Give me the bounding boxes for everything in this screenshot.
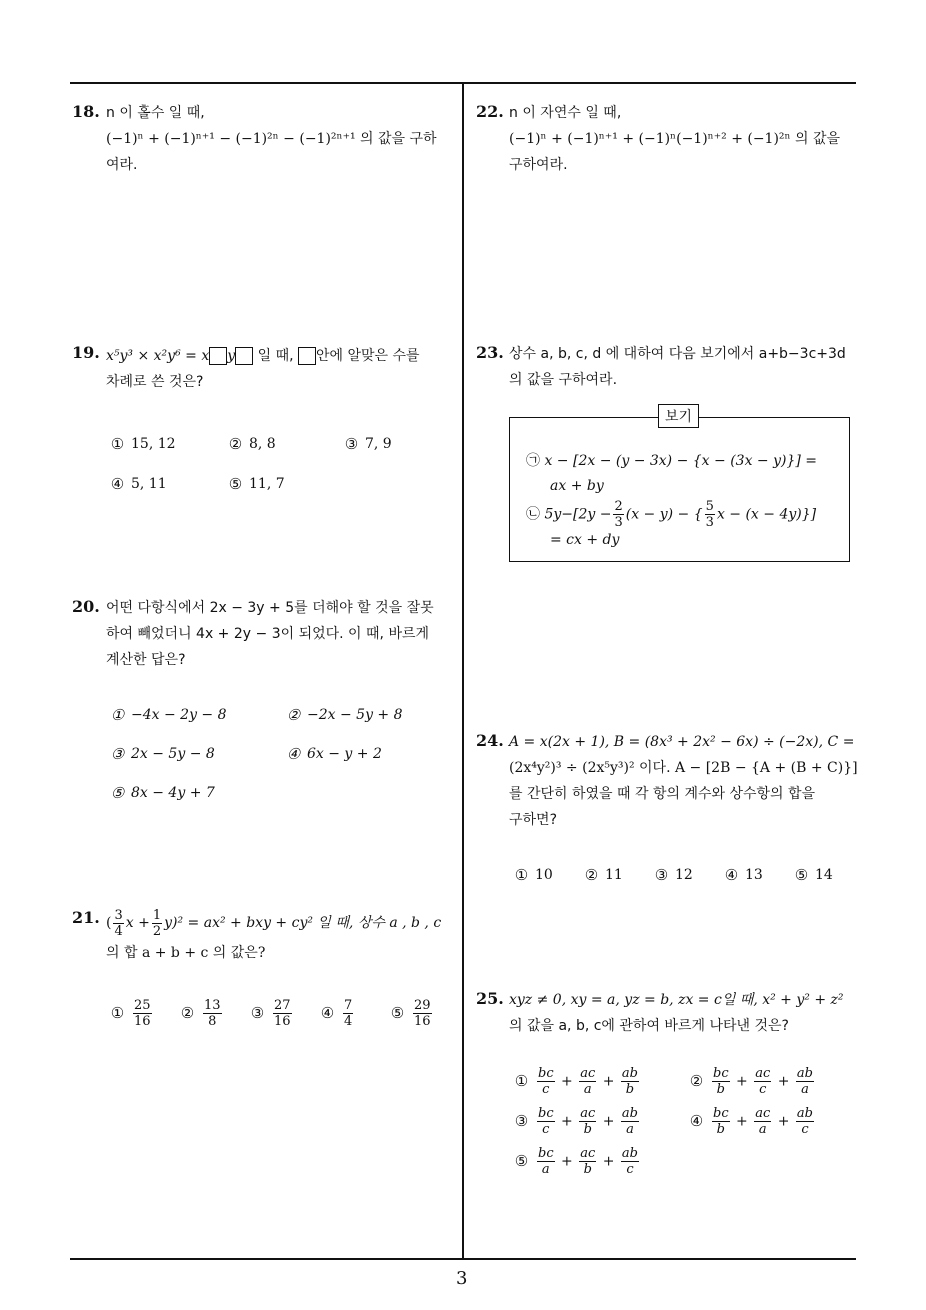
bogi-2-line-2: = cx + dy	[550, 532, 620, 548]
question-23-number: 23.	[476, 343, 504, 362]
option-fraction: $\frac{bc}{b}$	[713, 1106, 729, 1137]
option-mark: ⑤	[390, 1004, 405, 1022]
option-text: 2x − 5y − 8	[131, 746, 215, 762]
option-fraction: $\frac{ab}{a}$	[621, 1106, 638, 1137]
question-20-line-1: 어떤 다항식에서 2x − 3y + 5를 더해야 할 것을 잘못	[106, 600, 434, 616]
option-text: 15, 12	[131, 436, 176, 452]
fraction-1-2: $\frac{1}{2}$	[152, 907, 162, 939]
option-mark: ④	[286, 744, 301, 763]
q24-option-2[interactable]	[584, 867, 623, 883]
option-mark: ①	[110, 434, 125, 453]
question-22	[509, 100, 859, 178]
q21-option-3[interactable]	[250, 998, 294, 1029]
option-mark: ②	[286, 705, 301, 724]
option-mark: ②	[228, 434, 243, 453]
plus-sign: +	[731, 1113, 753, 1130]
question-22-line-3: 구하여라.	[509, 157, 568, 173]
question-22-line-1: n 이 자연수 일 때,	[509, 105, 622, 121]
question-18-number: 18.	[72, 102, 100, 121]
option-text: 11	[605, 867, 623, 883]
option-text: 13	[745, 867, 763, 883]
bogi-2-part-b: (x − y) − {	[625, 506, 703, 523]
bogi-item-1	[526, 449, 846, 499]
option-mark: ④	[689, 1112, 704, 1130]
question-21-number: 21.	[72, 908, 100, 927]
bogi-item-2	[526, 499, 846, 550]
option-mark: ①	[514, 865, 529, 884]
question-22-line-2: (−1)ⁿ + (−1)ⁿ⁺¹ + (−1)ⁿ(−1)ⁿ⁺² + (−1)²ⁿ 의 값을	[509, 131, 841, 147]
option-fraction: $\frac{bc}{c}$	[538, 1106, 554, 1137]
option-fraction: $\frac{ac}{a}$	[580, 1066, 596, 1097]
option-text: 5, 11	[131, 476, 167, 492]
question-19-math: x⁵y³ × x²y⁶ = x	[106, 348, 210, 364]
question-24-line-1: A = x(2x + 1), B = (8x³ + 2x² − 6x) ÷ (−2x), C =	[509, 734, 855, 750]
q24-option-3[interactable]	[654, 867, 693, 883]
option-mark: ③	[110, 744, 125, 763]
q19-option-1[interactable]	[110, 436, 176, 452]
q24-option-1[interactable]	[514, 867, 553, 883]
question-21	[106, 906, 458, 966]
page-number: 3	[456, 1268, 468, 1289]
question-21-math-1: x +	[125, 915, 150, 931]
option-mark: ①	[514, 1072, 529, 1090]
q20-option-1[interactable]	[110, 707, 227, 723]
q20-option-2[interactable]	[286, 707, 403, 723]
plus-sign: +	[598, 1073, 619, 1090]
option-mark: ④	[110, 474, 125, 493]
option-mark: ⑤	[110, 783, 125, 802]
plus-sign: +	[773, 1073, 794, 1090]
option-fraction: $\frac{ab}{a}$	[796, 1066, 813, 1097]
q20-option-3[interactable]	[110, 746, 215, 762]
option-mark: ⑤	[228, 474, 243, 493]
bogi-2-part-c: x − (x − 4y)}]	[716, 506, 817, 523]
question-20-number: 20.	[72, 597, 100, 616]
option-fraction: $\frac{ab}{b}$	[621, 1066, 638, 1097]
q19-option-5[interactable]	[228, 476, 285, 492]
question-24	[509, 729, 859, 833]
option-mark: ①	[110, 705, 125, 724]
question-19-number: 19.	[72, 343, 100, 362]
question-21-math-2: y)² = ax² + bxy + cy² 일 때, 상수 a , b , c	[164, 915, 442, 931]
q19-option-4[interactable]	[110, 476, 167, 492]
question-18	[106, 100, 458, 178]
question-25-line-1: xyz ≠ 0, xy = a, yz = b, zx = c일 때, x² + y² + z²	[509, 992, 844, 1008]
option-fraction: $\frac{bc}{c}$	[538, 1066, 554, 1097]
option-fraction: $\frac{ac}{c}$	[755, 1066, 771, 1097]
option-fraction: $\frac{ac}{b}$	[580, 1146, 596, 1177]
option-fraction: $\frac{bc}{b}$	[713, 1066, 729, 1097]
blank-box-1	[209, 347, 227, 365]
paren: (	[106, 915, 112, 931]
question-18-line-1: n 이 홀수 일 때,	[106, 105, 205, 121]
option-mark: ⑤	[794, 865, 809, 884]
column-divider	[462, 82, 464, 1259]
plus-sign: +	[556, 1113, 578, 1130]
option-text: 12	[675, 867, 693, 883]
option-mark: ②	[689, 1072, 704, 1090]
option-mark: ③	[514, 1112, 529, 1130]
question-23-line-2: 의 값을 구하여라.	[509, 372, 618, 388]
option-text: 11, 7	[249, 476, 285, 492]
option-mark: ⑤	[514, 1152, 529, 1170]
question-24-line-2: (2x⁴y²)³ ÷ (2x⁵y³)² 이다. A − [2B − {A + (B + C)}]	[509, 760, 858, 776]
fraction-5-3: $\frac{5}{3}$	[705, 499, 714, 530]
question-25-number: 25.	[476, 989, 504, 1008]
fraction-2-3: $\frac{2}{3}$	[614, 499, 623, 530]
option-text: 14	[815, 867, 833, 883]
option-fraction: $\frac{7}{4}$	[344, 998, 353, 1029]
bogi-mark-2: ㉡	[526, 506, 540, 523]
bogi-1-line-2: ax + by	[550, 478, 604, 494]
question-19-text-tail: 일 때,	[257, 348, 294, 364]
question-24-line-3: 를 간단히 하였을 때 각 항의 계수와 상수항의 합을	[509, 786, 816, 802]
question-19-math-mid: y	[227, 348, 236, 364]
question-25-line-2: 의 값을 a, b, c에 관하여 바르게 나타낸 것은?	[509, 1018, 789, 1034]
plus-sign: +	[598, 1113, 619, 1130]
q25-option-5[interactable]	[514, 1146, 641, 1177]
option-text: 6x − y + 2	[307, 746, 382, 762]
q24-option-4[interactable]	[724, 867, 763, 883]
plus-sign: +	[598, 1153, 619, 1170]
plus-sign: +	[773, 1113, 794, 1130]
bogi-mark-1: ㉠	[526, 453, 540, 469]
option-text: 10	[535, 867, 553, 883]
option-mark: ④	[320, 1004, 335, 1022]
blank-box-2	[235, 347, 253, 365]
question-18-line-2: (−1)ⁿ + (−1)ⁿ⁺¹ − (−1)²ⁿ − (−1)²ⁿ⁺¹ 의 값을 구하	[106, 131, 437, 147]
option-fraction: $\frac{ab}{c}$	[796, 1106, 813, 1137]
option-mark: ③	[344, 434, 359, 453]
q24-option-5[interactable]	[794, 867, 833, 883]
option-mark: ②	[584, 865, 599, 884]
option-fraction: $\frac{27}{16}$	[274, 998, 291, 1029]
question-23	[509, 341, 859, 393]
option-mark: ③	[250, 1004, 265, 1022]
question-24-line-4: 구하면?	[509, 812, 558, 828]
q25-option-2[interactable]	[689, 1066, 816, 1097]
plus-sign: +	[556, 1153, 578, 1170]
q20-option-4[interactable]	[286, 746, 382, 762]
q21-option-2[interactable]	[180, 998, 224, 1029]
option-fraction: $\frac{13}{8}$	[204, 998, 221, 1029]
q21-option-1[interactable]	[110, 998, 154, 1029]
blank-box-3	[298, 347, 316, 365]
option-text: −4x − 2y − 8	[131, 707, 227, 723]
option-text: 7, 9	[365, 436, 392, 452]
fraction-3-4: $\frac{3}{4}$	[114, 907, 123, 939]
q19-option-3[interactable]	[344, 436, 392, 452]
question-22-number: 22.	[476, 102, 504, 121]
question-20-line-2: 하여 빼었더니 4x + 2y − 3이 되었다. 이 때, 바르게	[106, 626, 430, 642]
bogi-title: 보기	[658, 404, 699, 428]
option-fraction: $\frac{ac}{b}$	[580, 1106, 596, 1137]
option-text: 8, 8	[249, 436, 276, 452]
option-fraction: $\frac{ac}{a}$	[755, 1106, 771, 1137]
q25-option-3[interactable]	[514, 1106, 641, 1137]
option-text: 8x − 4y + 7	[131, 785, 215, 801]
question-18-line-3: 여라.	[106, 157, 138, 173]
question-23-line-1: 상수 a, b, c, d 에 대하여 다음 보기에서 a+b−3c+3d	[509, 346, 846, 362]
question-19	[106, 343, 458, 395]
option-mark: ④	[724, 865, 739, 884]
option-mark: ①	[110, 1004, 125, 1022]
question-20-line-3: 계산한 답은?	[106, 652, 186, 668]
q19-option-2[interactable]	[228, 436, 276, 452]
option-mark: ③	[654, 865, 669, 884]
question-25	[509, 987, 859, 1039]
q21-option-4[interactable]	[320, 998, 355, 1029]
question-19-line-2: 차례로 쓴 것은?	[106, 374, 204, 390]
option-fraction: $\frac{25}{16}$	[134, 998, 151, 1029]
question-20	[106, 595, 458, 673]
option-text: −2x − 5y + 8	[307, 707, 403, 723]
bogi-2-part-a: 5y−[2y −	[544, 506, 612, 523]
option-fraction: $\frac{ab}{c}$	[621, 1146, 638, 1177]
option-fraction: $\frac{29}{16}$	[414, 998, 431, 1029]
q25-option-4[interactable]	[689, 1106, 816, 1137]
option-fraction: $\frac{bc}{a}$	[538, 1146, 554, 1177]
question-19-text-tail2: 안에 알맞은 수를	[316, 348, 420, 364]
bogi-1-line-1: x − [2x − (y − 3x) − {x − (3x − y)}] =	[544, 453, 818, 469]
question-21-line-2: 의 합 a + b + c 의 값은?	[106, 945, 266, 961]
option-mark: ②	[180, 1004, 195, 1022]
q21-option-5[interactable]	[390, 998, 434, 1029]
q25-option-1[interactable]	[514, 1066, 641, 1097]
q20-option-5[interactable]	[110, 785, 215, 801]
plus-sign: +	[731, 1073, 753, 1090]
question-24-number: 24.	[476, 731, 504, 750]
plus-sign: +	[556, 1073, 578, 1090]
